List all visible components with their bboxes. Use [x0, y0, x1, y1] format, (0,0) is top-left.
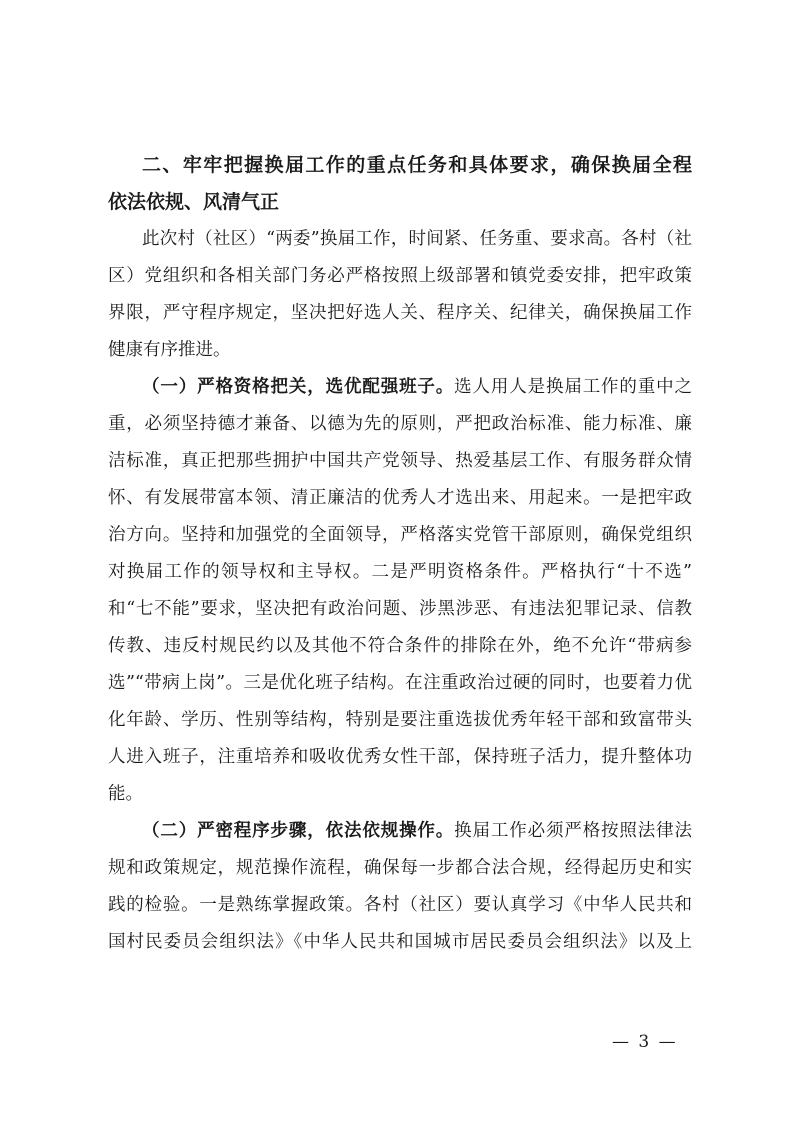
document-body: [108, 147, 692, 961]
paragraph-line: 人进入班子，注重培养和吸收优秀女性干部，保持班子活力，提升整体功: [108, 747, 692, 767]
paragraph-line: 传教、违反村规民约以及其他不符合条件的排除在外，绝不允许“带病参: [108, 636, 692, 656]
paragraph-2: [108, 369, 692, 813]
paragraph-line: 此次村（社区）“两委”换届工作，时间紧、任务重、要求高。各村（社: [142, 229, 692, 249]
paragraph-line: 和“七不能”要求，坚决把有政治问题、涉黑涉恶、有违法犯罪记录、信教: [108, 599, 692, 619]
paragraph-line: 重，必须坚持德才兼备、以德为先的原则，严把政治标准、能力标准、廉: [108, 414, 692, 434]
paragraph-3: [108, 813, 692, 961]
paragraph-line: 化年龄、学历、性别等结构，特别是要注重选拔优秀年轻干部和致富带头: [108, 710, 692, 730]
page-number: — 3 —: [612, 1032, 678, 1052]
paragraph-line: 践的检验。一是熟练掌握政策。各村（社区）要认真学习《中华人民共和: [108, 895, 692, 915]
paragraph-line: 区）党组织和各相关部门务必严格按照上级部署和镇党委安排，把牢政策: [108, 266, 692, 286]
paragraph-line: 对换届工作的领导权和主导权。二是严明资格条件。严格执行“十不选”: [108, 562, 692, 582]
paragraph-line: [108, 369, 692, 406]
paragraph-line: [108, 813, 692, 850]
paragraph-line: 洁标准，真正把那些拥护中国共产党领导、热爱基层工作、有服务群众情: [108, 451, 692, 471]
paragraph-line: 界限，严守程序规定，坚决把好选人关、程序关、纪律关，确保换届工作: [108, 303, 692, 323]
paragraph-line: 治方向。坚持和加强党的全面领导，严格落实党管干部原则，确保党组织: [108, 525, 692, 545]
paragraph-text: 换届工作必须严格按照法律法: [454, 821, 693, 841]
paragraph-1: [108, 221, 692, 369]
paragraph-line: 能。: [108, 784, 143, 804]
paragraph-text: 选人用人是换届工作的重中之: [454, 377, 693, 397]
section-heading-line-2: 依法依规、风清气正: [108, 191, 280, 213]
paragraph-line: 健康有序推进。: [108, 340, 231, 360]
paragraph-line: 选”“带病上岗”。三是优化班子结构。在注重政治过硬的同时，也要着力优: [108, 673, 692, 693]
paragraph-line: 国村民委员会组织法》《中华人民共和国城市居民委员会组织法》以及上: [108, 932, 692, 952]
paragraph-line: 怀、有发展带富本领、清正廉洁的优秀人才选出来、用起来。一是把牢政: [108, 488, 692, 508]
section-heading-line-1: 二、牢牢把握换届工作的重点任务和具体要求，确保换届全程: [142, 154, 692, 176]
subsection-lead: （二）严密程序步骤，依法依规操作。: [142, 821, 455, 841]
subsection-lead: （一）严格资格把关，选优配强班子。: [142, 377, 455, 397]
paragraph-line: 规和政策规定，规范操作流程，确保每一步都合法合规，经得起历史和实: [108, 858, 692, 878]
